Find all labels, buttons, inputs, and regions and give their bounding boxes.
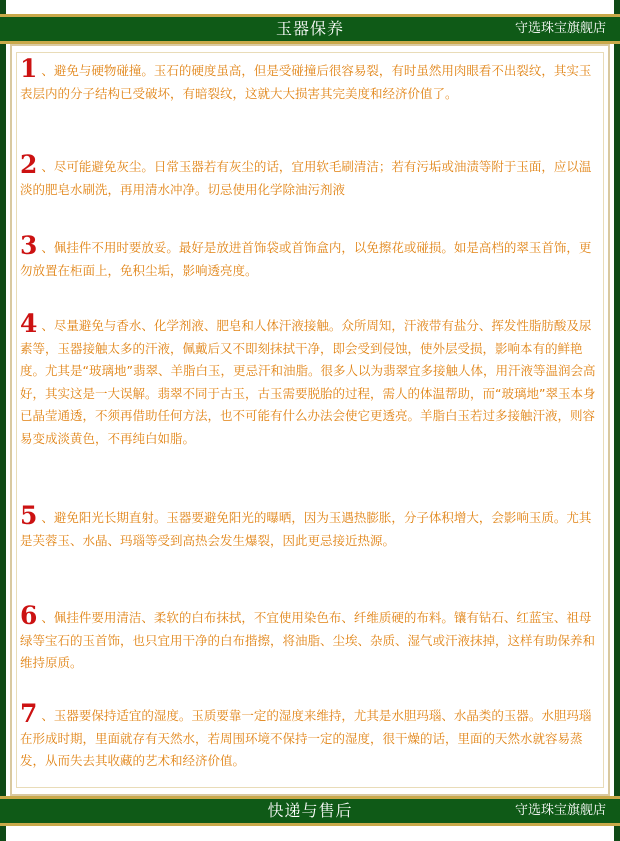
footer-banner bbox=[0, 796, 620, 826]
item-number: 5 bbox=[20, 501, 38, 530]
item-text: 、避免阳光长期直射。玉器要避免阳光的曝晒，因为玉遇热膨胀，分子体积增大，会影响玉质。尤其是芙蓉玉、水晶、玛瑙等受到高热会发生爆裂，因此更忌接近热源。 bbox=[20, 510, 592, 548]
care-item-7 bbox=[20, 699, 600, 773]
item-number: 3 bbox=[20, 231, 38, 260]
item-number: 1 bbox=[20, 54, 38, 83]
item-text: 、尽量避免与香水、化学剂液、肥皂和人体汗液接触。众所周知，汗液带有盐分、挥发性脂肪酸及尿素等，玉器接触太多的汗液，佩戴后又不即刻抹拭干净，即会受到侵蚀，使外层受损，影响本有的鲜艳度。尤其是“玻璃地”翡翠、羊脂白玉，更忌汗和油脂。很多人以为翡翠宜多接触人体，用汗液等温润会高好，其实这是一大误解。翡翠不同于古玉，古玉需要脱胎的过程，需人的体温帮助，而“玻璃地”翠玉本身已晶莹通透，不须再借助任何方法，也不可能有什么办法会使它更透亮。羊脂白玉若过多接触汗液，则容易变成淡黄色，不再纯白如脂。 bbox=[20, 318, 596, 446]
care-item-6 bbox=[20, 601, 600, 675]
footer-title: 快递与售后 bbox=[267, 801, 353, 820]
item-text: 、佩挂件要用清洁、柔软的白布抹拭，不宜使用染色布、纤维质硬的布料。镶有钻石、红蓝宝、祖母绿等宝石的玉首饰，也只宜用干净的白布揩擦，将油脂、尘埃、杂质、湿气或汗液抹掉，这样有助保养和维持原质。 bbox=[20, 610, 596, 670]
care-item-2 bbox=[20, 150, 600, 201]
item-number: 2 bbox=[20, 150, 38, 179]
header-title: 玉器保养 bbox=[275, 19, 344, 38]
item-text: 、佩挂件不用时要放妥。最好是放进首饰袋或首饰盒内，以免擦花或碰损。如是高档的翠玉首饰，更勿放置在柜面上，免积尘垢，影响透亮度。 bbox=[20, 240, 592, 278]
footer-shop-name: 守选珠宝旗舰店 bbox=[514, 803, 606, 818]
header-shop-name: 守选珠宝旗舰店 bbox=[514, 21, 606, 36]
care-item-4 bbox=[20, 309, 600, 450]
item-number: 4 bbox=[20, 309, 38, 338]
care-item-5 bbox=[20, 501, 600, 552]
care-item-3 bbox=[20, 231, 600, 282]
care-item-1 bbox=[20, 54, 600, 105]
item-number: 7 bbox=[20, 699, 38, 728]
item-number: 6 bbox=[20, 601, 38, 630]
header-banner bbox=[0, 14, 620, 44]
item-text: 、尽可能避免灰尘。日常玉器若有灰尘的话，宜用软毛刷清洁；若有污垢或油渍等附于玉面，应以温淡的肥皂水刷洗，再用清水冲净。切忌使用化学除油污剂液 bbox=[20, 159, 592, 197]
item-text: 、玉器要保持适宜的湿度。玉质要靠一定的湿度来维持，尤其是水胆玛瑙、水晶类的玉器。水胆玛瑙在形成时期，里面就存有天然水，若周围环境不保持一定的湿度，很干燥的话，里面的天然水就容易蒸发，从而失去其收藏的艺术和经济价值。 bbox=[20, 708, 592, 768]
item-text: 、避免与硬物碰撞。玉石的硬度虽高，但是受碰撞后很容易裂，有时虽然用肉眼看不出裂纹，其实玉表层内的分子结构已受破坏，有暗裂纹，这就大大损害其完美度和经济价值了。 bbox=[20, 63, 592, 101]
